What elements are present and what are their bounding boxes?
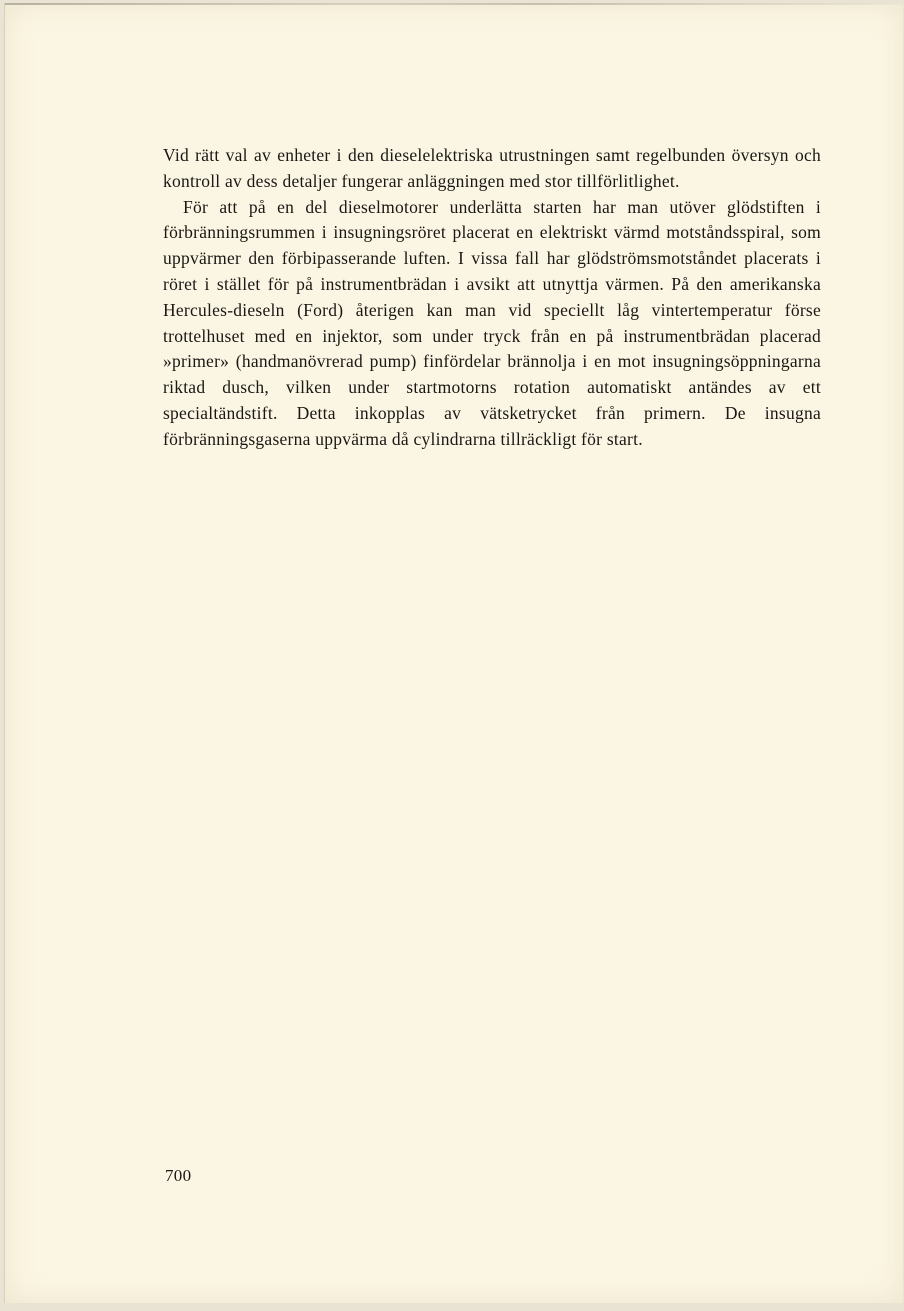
paragraph-2: För att på en del dieselmotorer underlätta starten har man utöver glödstiften i förbränningsrummen i insugningsröret placerat en elektriskt värmd motståndsspiral, som uppvärmer den förbipasserande luften. I vissa fall har glödströmsmotståndet placerats i röret i stället för på instrumentbrädan i avsikt att utnyttja värmen. På den amerikanska Hercules-dieseln (Ford) återigen kan man vid speciellt låg vintertemperatur förse trottelhuset med en injektor, som under tryck från en på instrumentbrädan placerad »primer» (handmanövrerad pump) finfördelar brännolja i en mot insugningsöppningarna riktad dusch, vilken under startmotorns rotation automatiskt antändes av ett specialtändstift. Detta inkopplas av vätsketrycket från primern. De insugna förbränningsgaserna uppvärma då cylindrarna tillräckligt för start. bbox=[163, 196, 821, 449]
body-text bbox=[163, 143, 821, 453]
book-page bbox=[4, 3, 903, 1303]
page-number: 700 bbox=[165, 1166, 192, 1185]
paragraph-1: Vid rätt val av enheter i den dieselelektriska utrustningen samt regelbunden översyn och kontroll av dess detaljer fungerar anläggningen med stor tillförlitlighet. bbox=[163, 145, 821, 191]
